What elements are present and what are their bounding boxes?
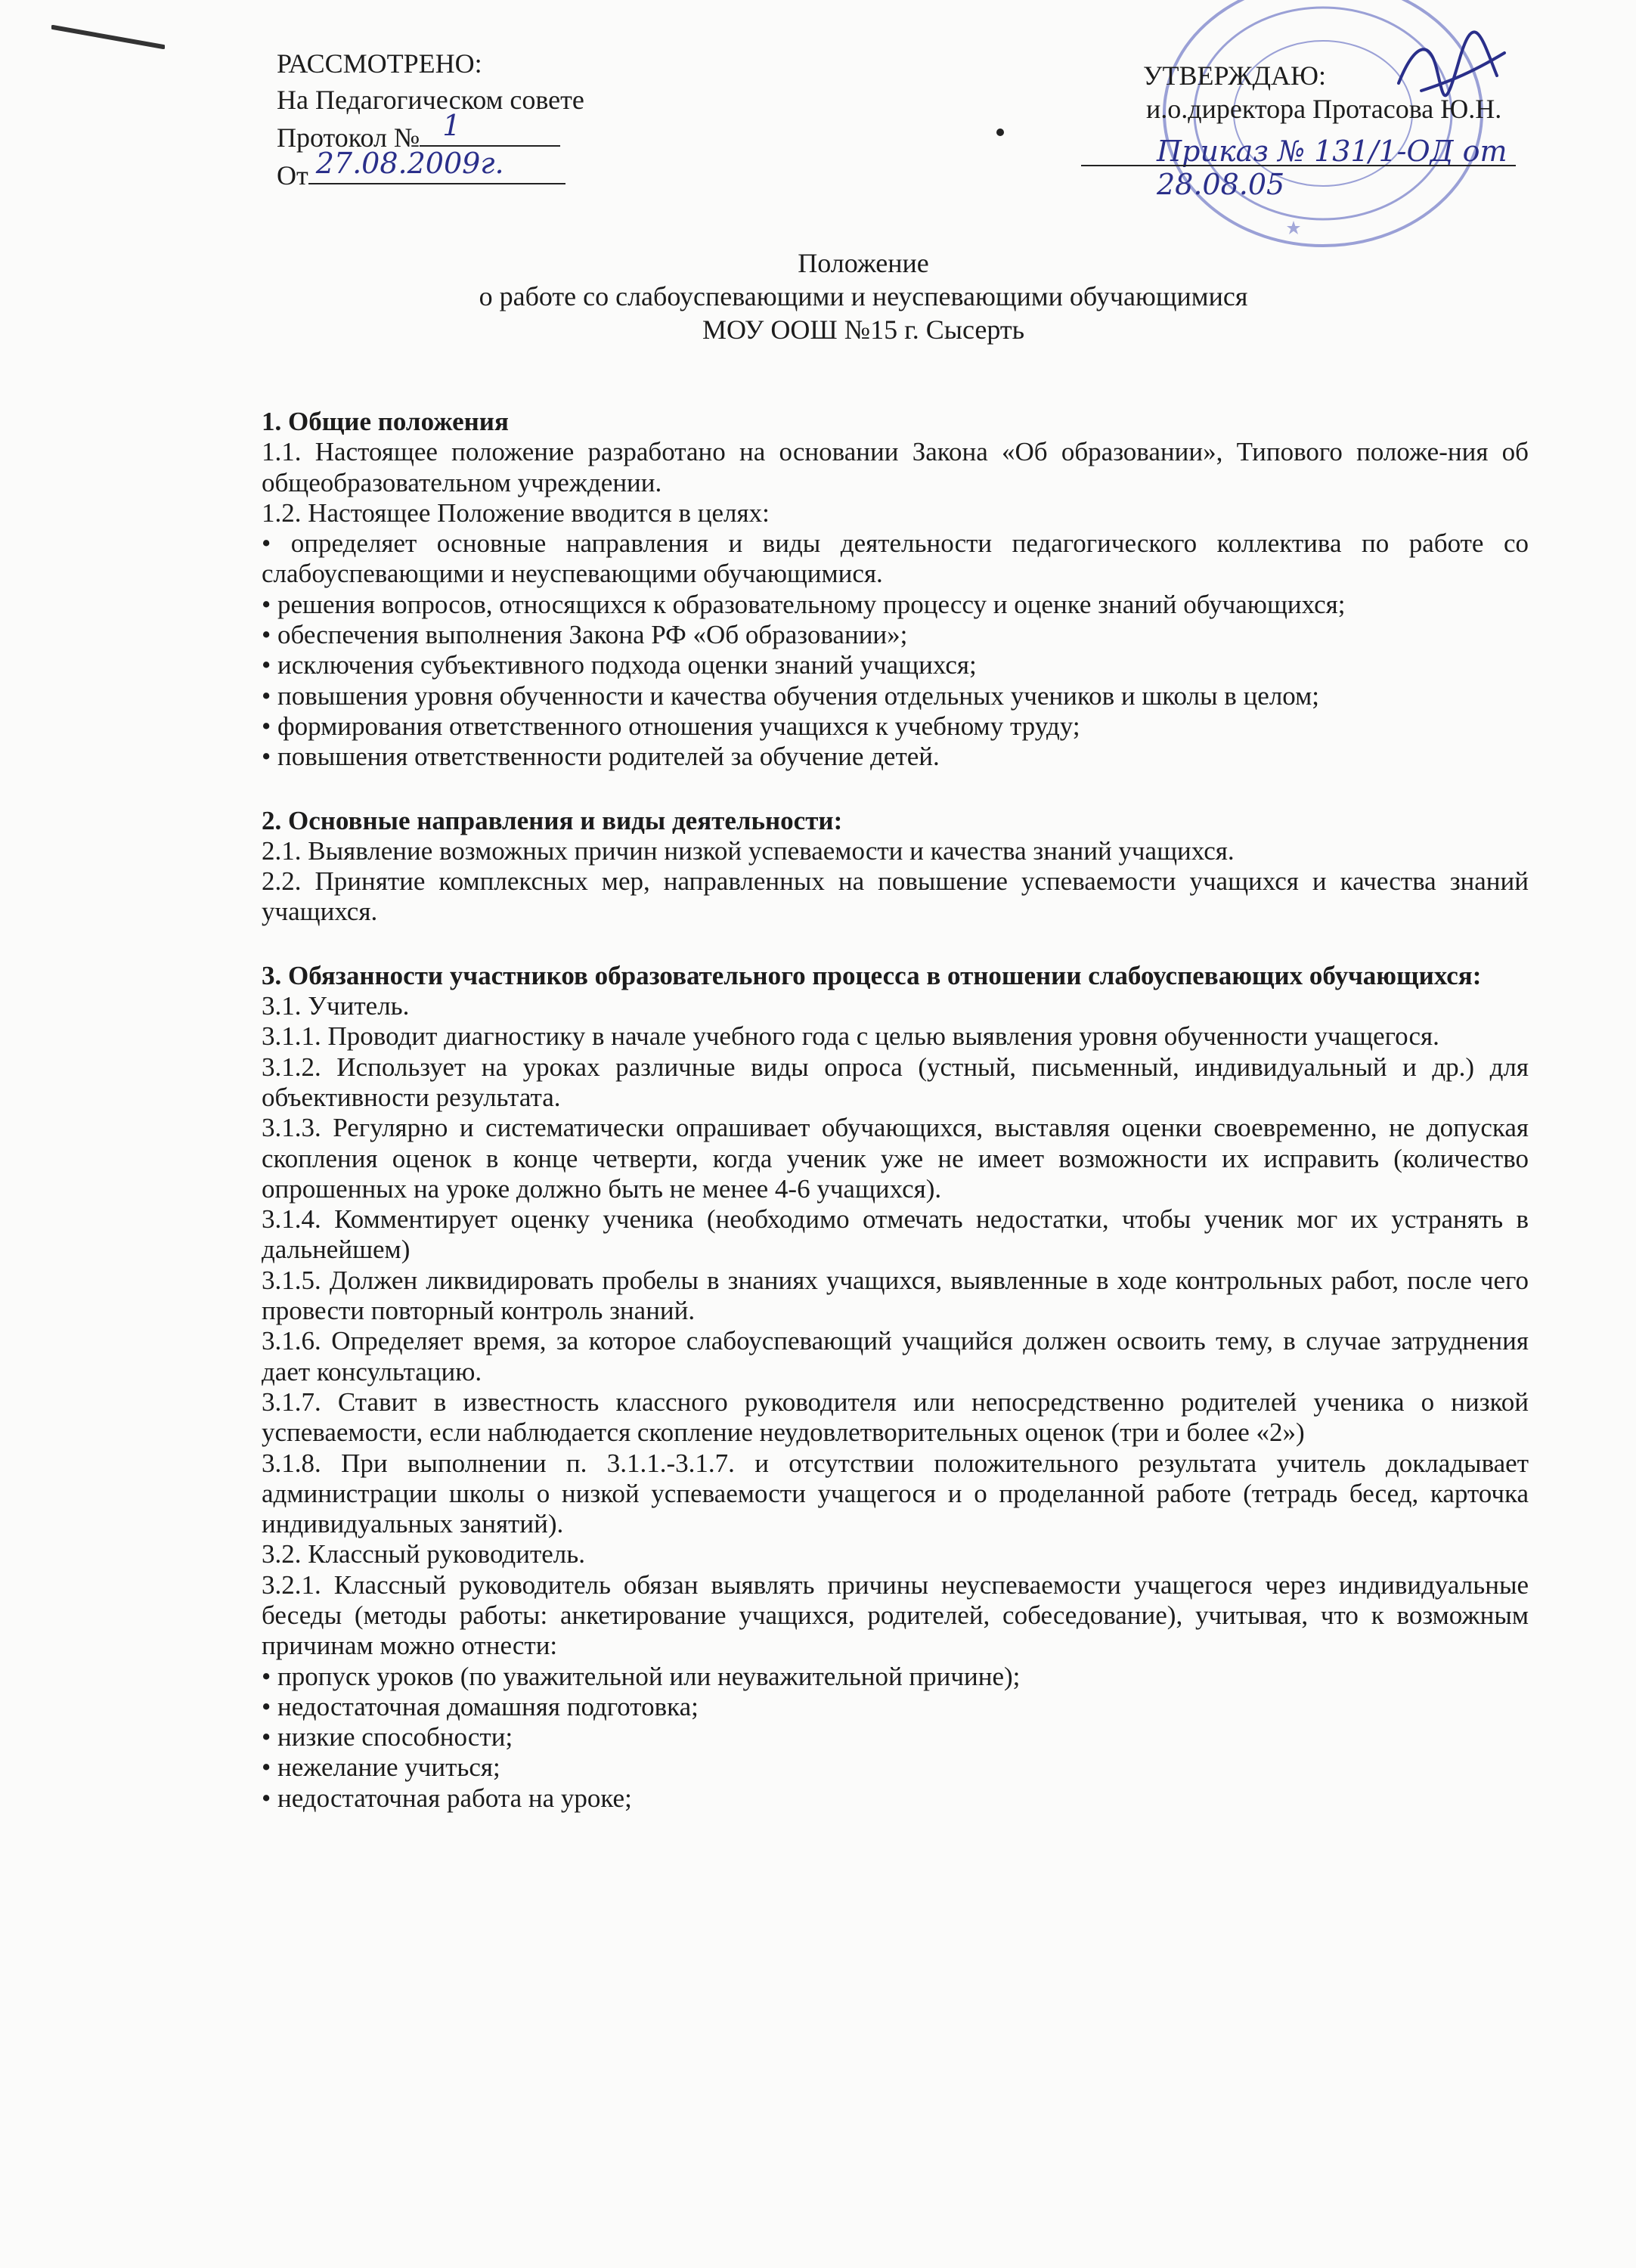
paragraph-3-2-1: 3.2.1. Классный руководитель обязан выявлять причины неуспеваемости учащегося через индивидуальные беседы (методы работы: анкетирование учащихся, родителей, собеседование), учитывая, что к возможным причинам можно отнести: — [262, 1569, 1529, 1661]
goal-item-2: • решения вопросов, относящихся к образовательному процессу и оценке знаний обучающихся; — [262, 589, 1346, 619]
paragraph-1-2: 1.2. Настоящее Положение вводится в целях: — [262, 497, 770, 528]
paragraph-3-1-3: 3.1.3. Регулярно и систематически опрашивает обучающихся, выставляя оценки своевременно, не допуская скопления оценок в конце четверти, когда ученик уже не имеет возможности их исправить (количество опрошенных на уроке должно быть не менее 4-6 учащихся). — [262, 1113, 1529, 1204]
section-1-heading: 1. Общие положения — [262, 407, 509, 436]
paragraph-3-1-1: 3.1.1. Проводит диагностику в начале учебного года с целью выявления уровня обученности учащегося. — [262, 1021, 1439, 1052]
goal-item-1: • определяет основные направления и виды деятельности педагогического коллектива по работе со слабоуспевающими и неуспевающими обучающимися. — [262, 528, 1529, 589]
review-block — [277, 45, 584, 194]
paragraph-1-1: 1.1. Настоящее положение разработано на основании Закона «Об образовании», Типового положе-ния об общеобразовательном учреждении. — [262, 437, 1529, 497]
paragraph-2-1: 2.1. Выявление возможных причин низкой успеваемости и качества знаний учащихся. — [262, 835, 1235, 866]
date-value: 27.08.2009г. — [315, 147, 504, 180]
paragraph-3-1-5: 3.1.5. Должен ликвидировать пробелы в знаниях учащихся, выявленные в ходе контрольных работ, после чего провести повторный контроль знаний. — [262, 1265, 1529, 1326]
paragraph-3-2: 3.2. Классный руководитель. — [262, 1539, 585, 1569]
protocol-number: 1 — [442, 109, 461, 142]
signature-line — [1081, 165, 1516, 166]
section-2-heading: 2. Основные направления и виды деятельности: — [262, 805, 843, 835]
cause-item-1: • пропуск уроков (по уважительной или неуважительной причине); — [262, 1661, 1021, 1691]
section-gap — [262, 773, 1529, 806]
ink-dot — [996, 129, 1004, 136]
goal-item-7: • повышения ответственности родителей за обучение детей. — [262, 742, 940, 772]
paragraph-3-1-6: 3.1.6. Определяет время, за которое слабоуспевающий учащийся должен освоить тему, в случае затруднения дает консультацию. — [262, 1326, 1529, 1387]
title-line-3: МОУ ООШ №15 г. Сысерть — [702, 314, 1025, 345]
cause-item-3: • низкие способности; — [262, 1722, 513, 1752]
order-handwriting: Приказ № 131/1-ОД от 28.08.05 — [1157, 135, 1507, 201]
goal-item-6: • формирования ответственного отношения учащихся к учебному труду; — [262, 711, 1080, 741]
considered-label: РАССМОТРЕНО: — [277, 48, 482, 79]
section-gap — [262, 928, 1529, 961]
section-3-heading: 3. Обязанности участников образовательного процесса в отношении слабоуспевающих обучающихся: — [262, 960, 1482, 990]
goal-item-3: • обеспечения выполнения Закона РФ «Об образовании»; — [262, 620, 908, 650]
council-label: На Педагогическом совете — [277, 85, 584, 115]
paragraph-3-1-7: 3.1.7. Ставит в известность классного руководителя или непосредственно родителей ученика о низкой успеваемости, если наблюдается скопление неудовлетворительных оценок (три и более «2») — [262, 1387, 1529, 1448]
cause-item-2: • недостаточная домашняя подготовка; — [262, 1691, 699, 1721]
scan-artifact-mark — [51, 21, 165, 51]
signature-scribble — [1391, 30, 1512, 121]
title-line-1: Положение — [798, 248, 929, 278]
paragraph-3-1-2: 3.1.2. Использует на уроках различные виды опроса (устный, письменный, индивидуальный и др.) для объективности результата. — [262, 1052, 1529, 1112]
paragraph-2-2: 2.2. Принятие комплексных мер, направленных на повышение успеваемости учащихся и качества знаний учащихся. — [262, 866, 1529, 927]
approve-label: УТВЕРЖДАЮ: — [1143, 60, 1327, 91]
paragraph-3-1-8: 3.1.8. При выполнении п. 3.1.1.-3.1.7. и отсутствии положительного результата учитель докладывает администрации школы о низкой успеваемости учащегося и о проделанной работе (тетрадь бесед, карточка индивидуальных занятий). — [262, 1448, 1529, 1539]
cause-item-4: • нежелание учиться; — [262, 1752, 500, 1783]
document-body — [262, 407, 1529, 1814]
paragraph-3-1: 3.1. Учитель. — [262, 991, 410, 1021]
paragraph-3-1-4: 3.1.4. Комментирует оценку ученика (необходимо отмечать недостатки, чтобы ученик мог их устранять в дальнейшем) — [262, 1204, 1529, 1265]
title-line-2: о работе со слабоуспевающими и неуспевающими обучающимися — [479, 281, 1248, 311]
date-field — [308, 147, 565, 184]
document-title — [0, 246, 1636, 346]
director-label: и.о.директора Протасова Ю.Н. — [1146, 94, 1502, 124]
protocol-label: Протокол № — [277, 122, 420, 153]
goal-item-5: • повышения уровня обученности и качества обучения отдельных учеников и школы в целом; — [262, 680, 1320, 711]
date-label: От — [277, 160, 308, 191]
cause-item-5: • недостаточная работа на уроке; — [262, 1783, 632, 1813]
protocol-number-field — [420, 109, 560, 147]
date-line — [277, 147, 584, 194]
goal-item-4: • исключения субъективного подхода оценки знаний учащихся; — [262, 650, 977, 680]
